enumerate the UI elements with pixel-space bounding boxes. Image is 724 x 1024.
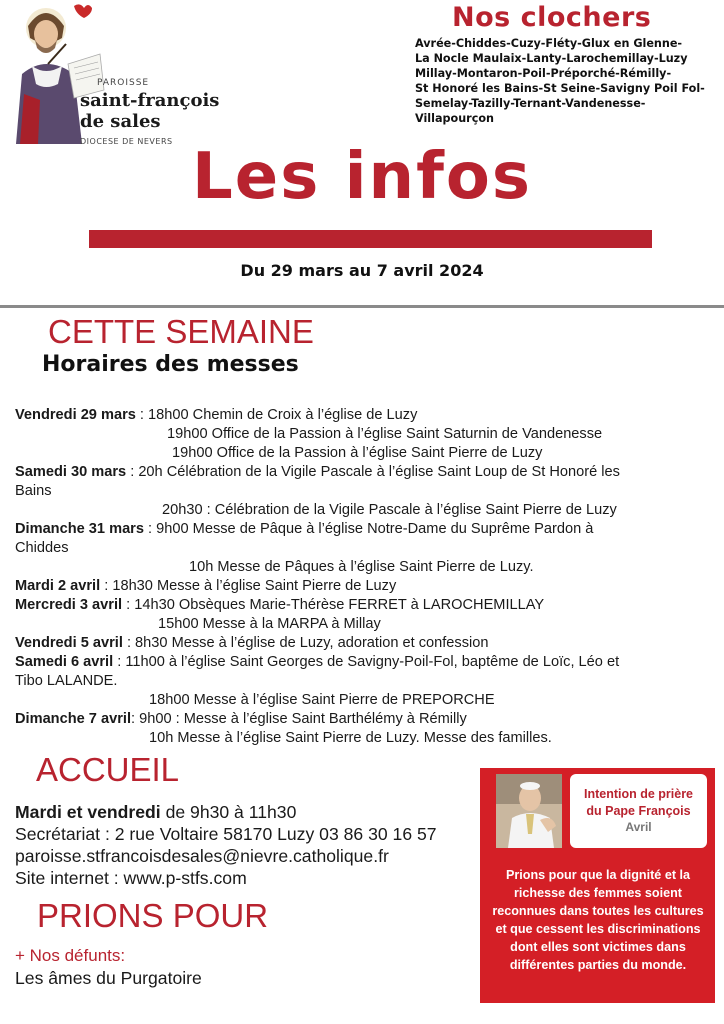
section-title-prions: PRIONS POUR	[37, 897, 269, 934]
schedule-text: : 18h30 Messe à l’église Saint Pierre de Luzy	[100, 578, 397, 594]
schedule-day: Vendredi 29 mars	[15, 407, 136, 423]
schedule-text: Tibo LALANDE.	[15, 673, 118, 689]
schedule-day: Mercredi 3 avril	[15, 597, 123, 613]
schedule-text: 18h00 Messe à l’église Saint Pierre de PREPORCHE	[149, 692, 495, 708]
clochers-title: Nos clochers	[452, 2, 652, 33]
accueil-hours-days: Mardi et vendredi	[15, 802, 161, 822]
section-title-accueil: ACCUEIL	[36, 751, 180, 788]
schedule-line	[15, 577, 709, 596]
schedule-day: Samedi 30 mars	[15, 464, 127, 480]
prayer-card	[570, 774, 707, 848]
schedule-line	[15, 691, 709, 710]
schedule-line	[15, 482, 709, 501]
prayer-month: Avril	[625, 820, 652, 834]
prayer-text: Prions pour que la dignité et la richesse des femmes soient reconnues dans toutes les cultures et que cessent les discriminations dont elles sont victimes dans différentes parties du monde.	[492, 868, 704, 972]
clochers-line: Avrée-Chiddes-Cuzy-Fléty-Glux en Glenne-	[415, 37, 683, 50]
schedule-text: : 9h00 Messe de Pâque à l’église Notre-Dame du Suprême Pardon à	[143, 521, 594, 537]
accueil-website[interactable]: Site internet : www.p-stfs.com	[15, 868, 247, 888]
accueil-email[interactable]: paroisse.stfrancoisdesales@nievre.catholique.fr	[15, 846, 389, 866]
schedule-line	[15, 710, 709, 729]
schedule-line	[15, 615, 709, 634]
schedule-line	[15, 729, 709, 748]
clochers-line: Semelay-Tazilly-Ternant-Vandenesse-	[415, 97, 646, 110]
schedule-line	[15, 406, 709, 425]
accueil-secretariat: Secrétariat : 2 rue Voltaire 58170 Luzy 03 86 30 16 57	[15, 824, 437, 844]
schedule-text: Bains	[15, 483, 52, 499]
schedule-line	[15, 558, 709, 577]
schedule-text: 20h30 : Célébration de la Vigile Pascale à l’église Saint Pierre de Luzy	[162, 502, 617, 518]
header-divider	[0, 305, 724, 308]
prayer-title	[570, 786, 707, 820]
schedule-line	[15, 501, 709, 520]
schedule-line	[15, 463, 709, 482]
parish-name-line2: de sales	[80, 111, 161, 132]
mass-schedule	[15, 406, 709, 748]
diocese-label: DIOCESE DE NEVERS	[80, 137, 173, 146]
schedule-day: Mardi 2 avril	[15, 578, 101, 594]
schedule-line	[15, 539, 709, 558]
prayer-title-line2: du Pape François	[586, 804, 691, 818]
schedule-text: 19h00 Office de la Passion à l’église Saint Pierre de Luzy	[172, 445, 543, 461]
schedule-text: : 18h00 Chemin de Croix à l’église de Luzy	[135, 407, 418, 423]
main-title: Les infos	[192, 140, 532, 214]
schedule-text: : 20h Célébration de la Vigile Pascale à l’église Saint Loup de St Honoré les	[126, 464, 620, 480]
prayer-title-line1: Intention de prière	[583, 787, 694, 801]
clochers-line: La Nocle Maulaix-Lanty-Larochemillay-Luzy	[415, 52, 688, 65]
schedule-text: : 9h00 : Messe à l’église Saint Barthélémy à Rémilly	[131, 711, 467, 727]
accueil-hours	[15, 801, 437, 823]
defunts-label: + Nos défunts:	[15, 946, 126, 965]
schedule-line	[15, 653, 709, 672]
section-title-semaine: CETTE SEMAINE	[48, 313, 314, 350]
schedule-line	[15, 520, 709, 539]
clochers-line: Millay-Montaron-Poil-Préporché-Rémilly-	[415, 67, 672, 80]
clochers-list	[415, 36, 723, 126]
schedule-line	[15, 425, 709, 444]
parish-name-line1: saint-françois	[80, 90, 220, 111]
accueil-hours-time: de 9h30 à 11h30	[160, 802, 297, 822]
pope-photo	[496, 774, 562, 848]
schedule-text: : 14h30 Obsèques Marie-Thérèse FERRET à LAROCHEMILLAY	[122, 597, 545, 613]
schedule-line	[15, 672, 709, 691]
schedule-day: Dimanche 31 mars	[15, 521, 144, 537]
schedule-text: Chiddes	[15, 540, 69, 556]
schedule-line	[15, 596, 709, 615]
clochers-line: St Honoré les Bains-St Seine-Savigny Poil Fol-	[415, 82, 705, 95]
defunts-text: Les âmes du Purgatoire	[15, 968, 202, 988]
schedule-day: Samedi 6 avril	[15, 654, 114, 670]
schedule-day: Dimanche 7 avril	[15, 711, 131, 727]
schedule-text: : 8h30 Messe à l’église de Luzy, adoration et confession	[122, 635, 489, 651]
parish-name	[80, 90, 219, 132]
accueil-info	[15, 801, 437, 889]
schedule-day: Vendredi 5 avril	[15, 635, 123, 651]
schedule-line	[15, 444, 709, 463]
schedule-text: 10h Messe à l’église Saint Pierre de Luzy. Messe des familles.	[149, 730, 552, 746]
schedule-text: 19h00 Office de la Passion à l’église Saint Saturnin de Vandenesse	[167, 426, 603, 442]
schedule-text: 15h00 Messe à la MARPA à Millay	[158, 616, 381, 632]
schedule-line	[15, 634, 709, 653]
horaires-subtitle: Horaires des messes	[42, 352, 299, 377]
clochers-line: Villapourçon	[415, 112, 494, 125]
schedule-text: : 11h00 à l’église Saint Georges de Savigny-Poil-Fol, baptême de Loïc, Léo et	[113, 654, 620, 670]
date-range: Du 29 mars au 7 avril 2024	[240, 261, 484, 280]
parish-small-label: PAROISSE	[97, 78, 150, 88]
title-underline-bar	[89, 230, 652, 248]
schedule-text: 10h Messe de Pâques à l’église Saint Pierre de Luzy.	[189, 559, 534, 575]
